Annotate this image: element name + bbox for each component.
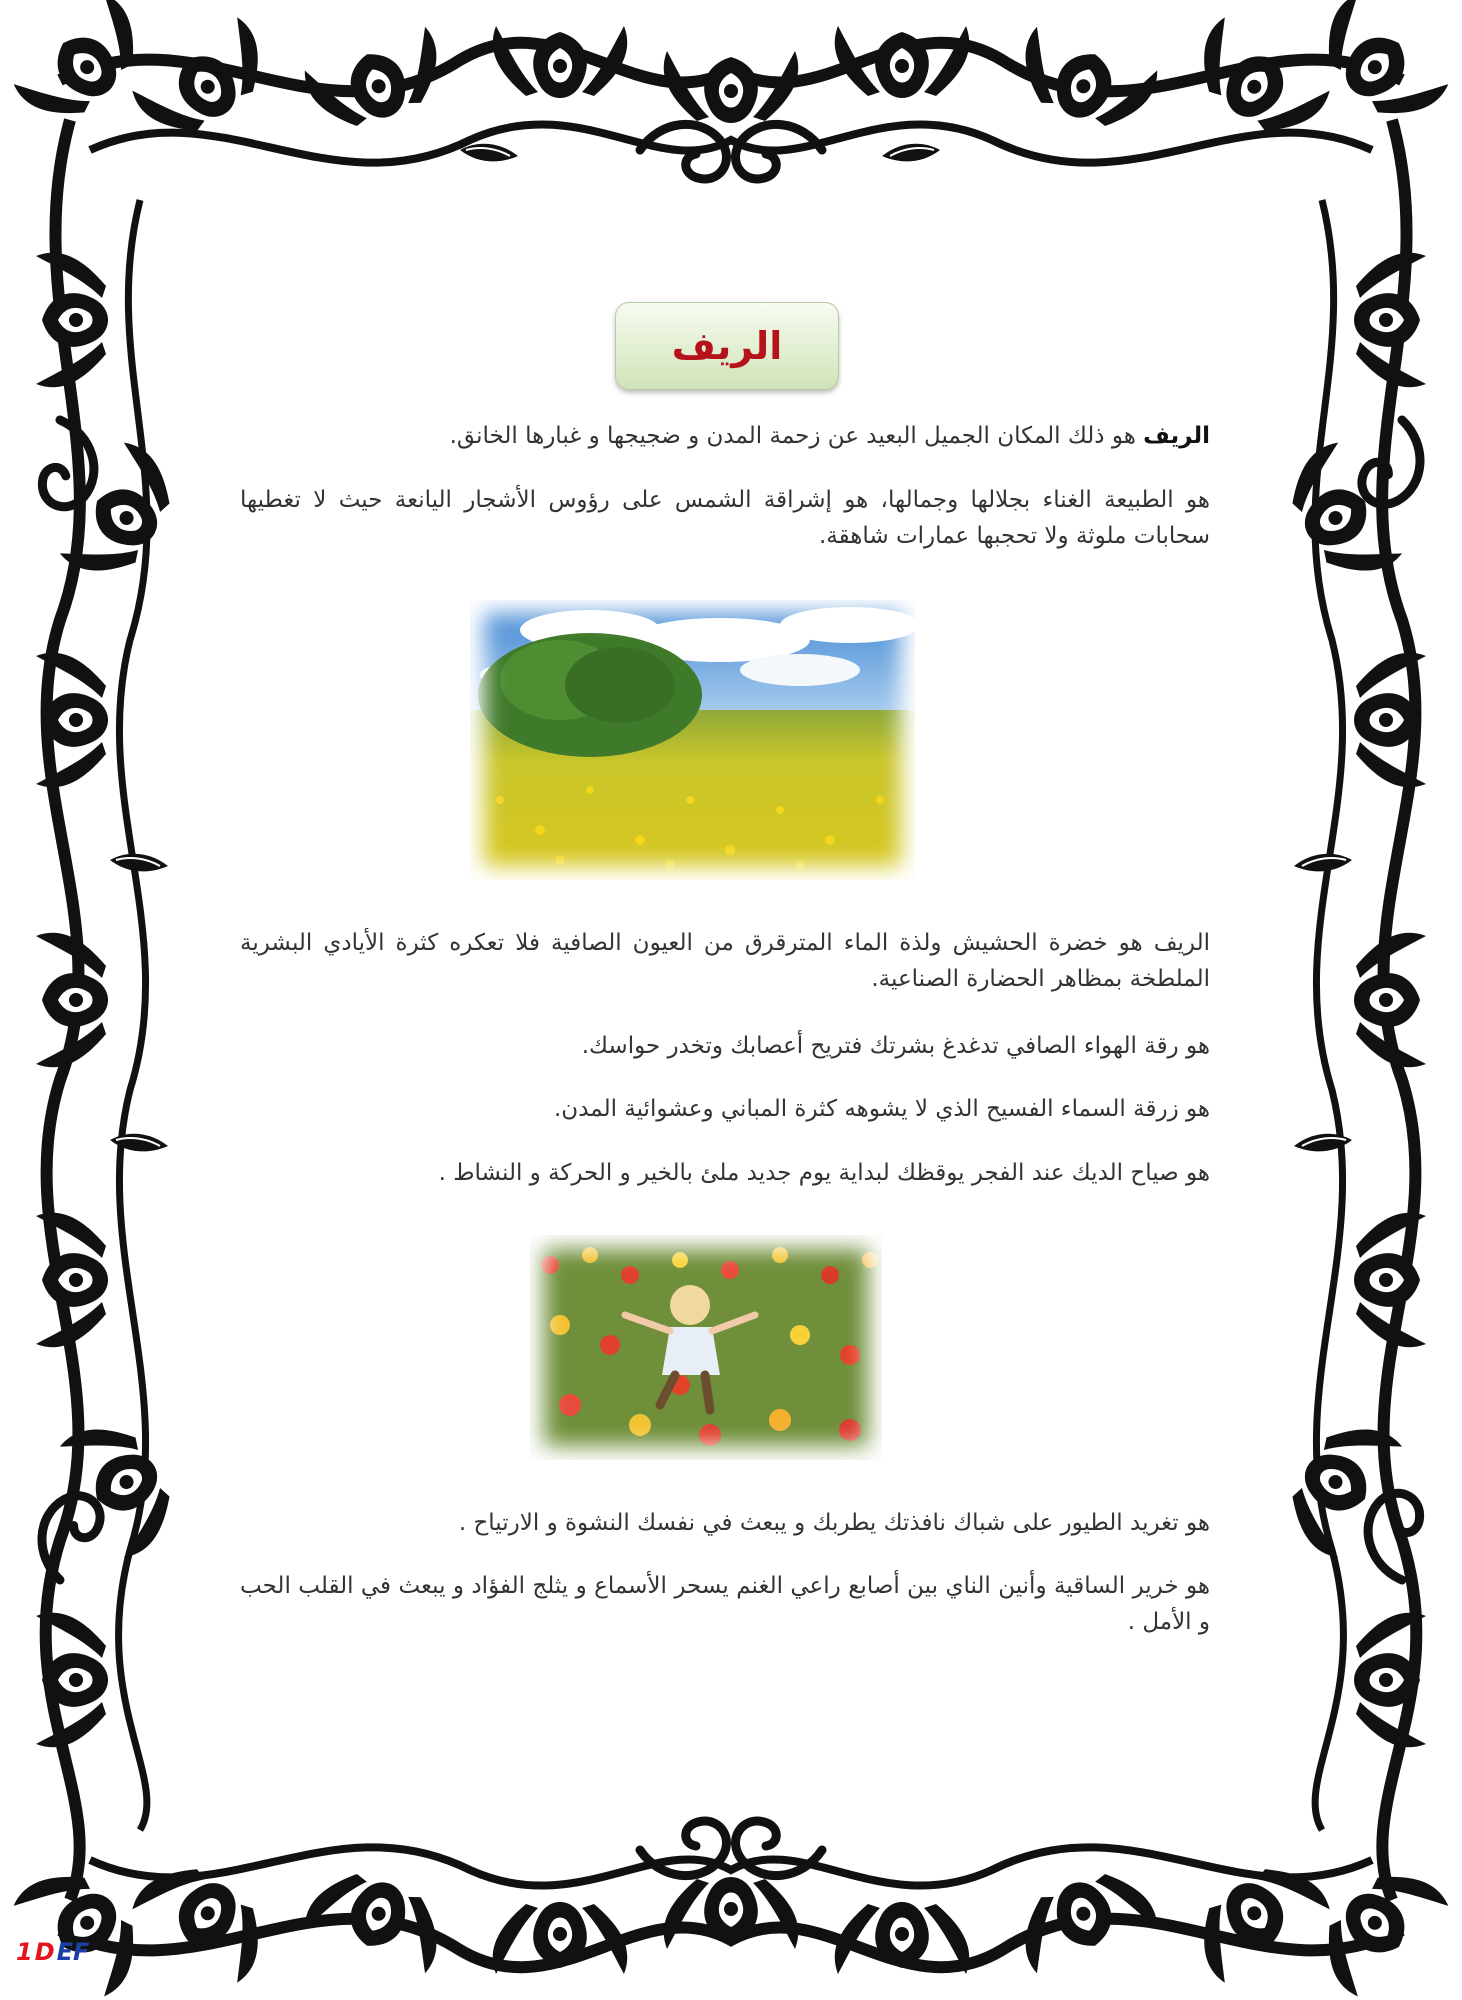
intro-lead: الريف <box>1143 423 1210 449</box>
title-box <box>615 302 839 390</box>
page-title: الريف <box>671 324 783 368</box>
field-yellow-flowers-photo <box>470 600 915 880</box>
paragraph-7: هو خرير الساقية وأنين الناي بين أصابع راعي الغنم يسحر الأسماع و يثلج الفؤاد و يبعث في القلب الحب و الأمل . <box>240 1573 1210 1635</box>
paragraph-3: هو رقة الهواء الصافي تدغدغ بشرتك فتريح أعصابك وتخدر حواسك. <box>581 1033 1210 1059</box>
logo-part-1: 1 <box>16 1938 33 1966</box>
publisher-logo <box>16 1938 89 1966</box>
logo-part-3: EF <box>56 1938 90 1966</box>
paragraph-5: هو صياح الديك عند الفجر يوقظك لبداية يوم جديد ملئ بالخير و الحركة و النشاط . <box>438 1160 1210 1186</box>
paragraph-6: هو تغريد الطيور على شباك نافذتك يطربك و يبعث في نفسك النشوة و الارتياح . <box>458 1510 1210 1536</box>
paragraph-1: هو الطبيعة الغناء بجلالها وجمالها، هو إشراقة الشمس على رؤوس الأشجار اليانعة حيث لا تغطيها سحابات ملوثة ولا تحجبها عمارات شاهقة. <box>240 487 1210 549</box>
logo-part-2: D <box>34 1938 55 1966</box>
child-tulip-field-photo <box>530 1235 882 1460</box>
article <box>240 300 1210 1720</box>
intro-paragraph <box>240 418 1210 454</box>
paragraph-2: الريف هو خضرة الحشيش ولذة الماء المترقرق من العيون الصافية فلا تعكره كثرة الأيادي البشرية الملطخة بمظاهر الحضارة الصناعية. <box>240 930 1210 992</box>
paragraph-4: هو زرقة السماء الفسيح الذي لا يشوهه كثرة المباني وعشوائية المدن. <box>554 1096 1210 1122</box>
intro-rest: هو ذلك المكان الجميل البعيد عن زحمة المدن و ضجيجها و غبارها الخانق. <box>449 423 1144 449</box>
